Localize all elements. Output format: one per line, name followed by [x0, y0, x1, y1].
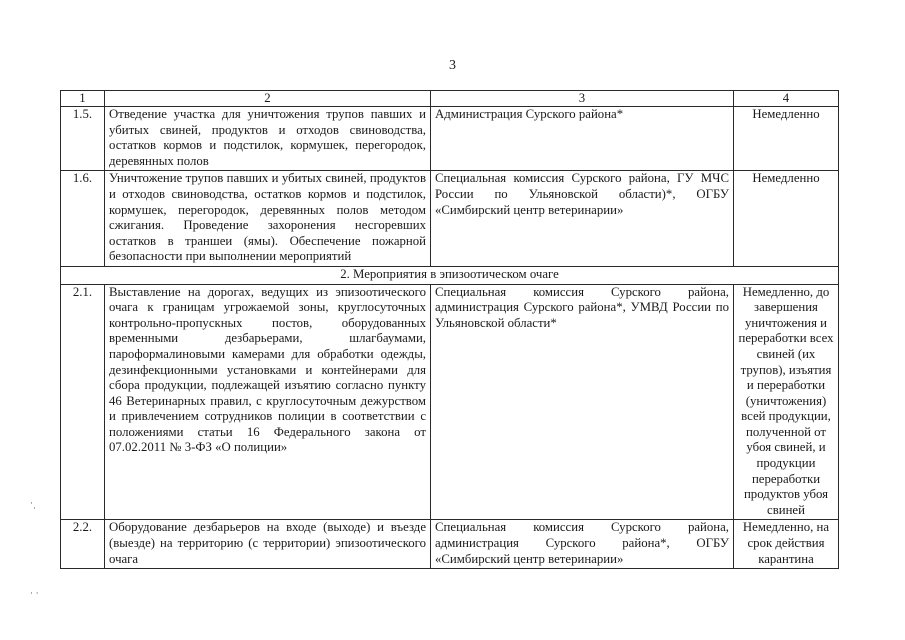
- header-col-1: 1: [61, 91, 105, 107]
- row-measure: Оборудование дезбарьеров на входе (выходе) и въезде (выезде) на территорию (с территории) эпизоотического очага: [105, 520, 431, 569]
- row-number: 1.6.: [61, 171, 105, 267]
- margin-speck: · ·: [30, 589, 39, 599]
- table-row: [61, 171, 839, 267]
- row-number: 2.1.: [61, 284, 105, 520]
- row-number: 1.5.: [61, 107, 105, 171]
- row-deadline: Немедленно: [734, 171, 839, 267]
- row-executor: Администрация Сурского района*: [431, 107, 734, 171]
- header-col-3: 3: [431, 91, 734, 107]
- row-deadline: Немедленно, на срок действия карантина: [734, 520, 839, 569]
- section-title: 2. Мероприятия в эпизоотическом очаге: [61, 266, 839, 284]
- table-row: [61, 284, 839, 520]
- page-number: 3: [449, 58, 456, 73]
- margin-speck: ·: [30, 499, 33, 509]
- row-executor: Специальная комиссия Сурского района, администрация Сурского района*, УМВД России по Ульяновской области*: [431, 284, 734, 520]
- header-col-2: 2: [105, 91, 431, 107]
- table-row: [61, 520, 839, 569]
- margin-speck: ·: [33, 504, 36, 514]
- row-measure: Отведение участка для уничтожения трупов павших и убитых свиней, продуктов и отходов свиноводства, остатков кормов и подстилок, кормушек, перегородок, деревянных полов: [105, 107, 431, 171]
- measures-table: [60, 90, 839, 569]
- table-header-row: [61, 91, 839, 107]
- row-number: 2.2.: [61, 520, 105, 569]
- row-measure: Уничтожение трупов павших и убитых свиней, продуктов и отходов свиноводства, остатков кормов и подстилок, кормушек, перегородок, деревянных полов методом сжигания. Проведение захоронения несгоревших остатков в траншеи (ямы). Обеспечение пожарной безопасности при выполнении мероприятий: [105, 171, 431, 267]
- table-row: [61, 107, 839, 171]
- row-executor: Специальная комиссия Сурского района, администрация Сурского района*, ОГБУ «Симбирский центр ветеринарии»: [431, 520, 734, 569]
- section-heading-row: [61, 266, 839, 284]
- row-executor: Специальная комиссия Сурского района, ГУ МЧС России по Ульяновской области)*, ОГБУ «Симбирский центр ветеринарии»: [431, 171, 734, 267]
- row-measure: Выставление на дорогах, ведущих из эпизоотического очага к границам угрожаемой зоны, круглосуточных контрольно-пропускных постов, оборудованных временными дезбарьерами, шлагбаумами, пароформалиновыми камерами для обработки одежды, дезинфекционными установками и контейнерами для сбора продукции, подлежащей изъятию согласно пункту 46 Ветеринарных правил, с круглосуточным дежурством и привлечением сотрудников полиции в соответствии с положениями статьи 16 Федерального закона от 07.02.2011 № 3-ФЗ «О полиции»: [105, 284, 431, 520]
- header-col-4: 4: [734, 91, 839, 107]
- row-deadline: Немедленно: [734, 107, 839, 171]
- row-deadline: Немедленно, до завершения уничтожения и переработки всех свиней (их трупов), изъятия и переработки (уничтожения) всей продукции, полученной от убоя свиней, и продукции переработки продуктов убоя свиней: [734, 284, 839, 520]
